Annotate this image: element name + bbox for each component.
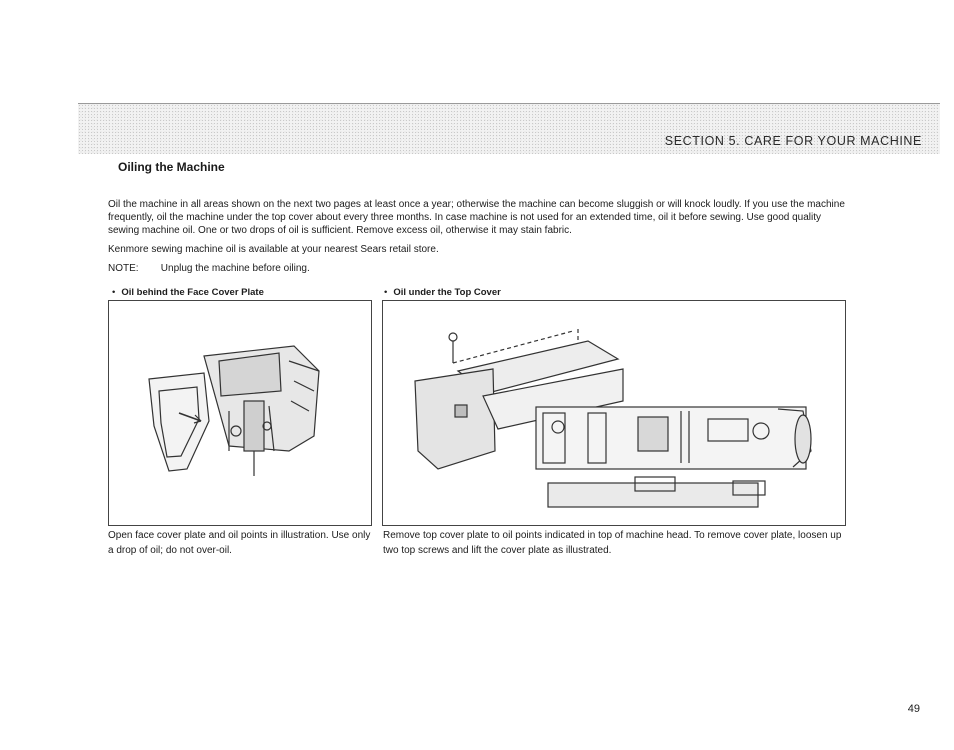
bullet-icon: • (112, 287, 116, 298)
left-figure-title (112, 287, 264, 298)
right-figure-title (384, 287, 501, 298)
note-label: NOTE: (108, 263, 139, 274)
top-cover-figure (382, 300, 846, 526)
oil-availability-paragraph: Kenmore sewing machine oil is available at your nearest Sears retail store. (108, 244, 439, 255)
left-figure-title-text: Oil behind the Face Cover Plate (121, 287, 264, 298)
bullet-icon: • (384, 287, 388, 298)
left-figure-caption: Open face cover plate and oil points in illustration. Use only a drop of oil; do not over-oil. (108, 530, 371, 556)
right-figure-title-text: Oil under the Top Cover (393, 287, 501, 298)
top-cover-illustration-icon (383, 301, 845, 525)
right-figure-caption: Remove top cover plate to oil points indicated in top of machine head. To remove cover plate, loosen up two top screws and lift the cover plate as illustrated. (383, 530, 842, 556)
face-cover-figure (108, 300, 372, 526)
page-title: Oiling the Machine (118, 160, 225, 174)
note (108, 263, 310, 274)
note-text: Unplug the machine before oiling. (160, 263, 310, 274)
page-number: 49 (907, 703, 920, 715)
section-banner (78, 103, 940, 154)
intro-paragraph: Oil the machine in all areas shown on the next two pages at least once a year; otherwise the machine can become sluggish or will knock loudly. If you use the machine frequently, oil the machine under the top cover about every three months. In case machine is not used for an extended time, oil it before sewing. Use good quality sewing machine oil. One or two drops of oil is sufficient. Remove excess oil, otherwise it may stain fabric. (108, 199, 845, 236)
face-cover-illustration-icon (109, 301, 371, 525)
section-title: SECTION 5. CARE FOR YOUR MACHINE (664, 134, 922, 148)
